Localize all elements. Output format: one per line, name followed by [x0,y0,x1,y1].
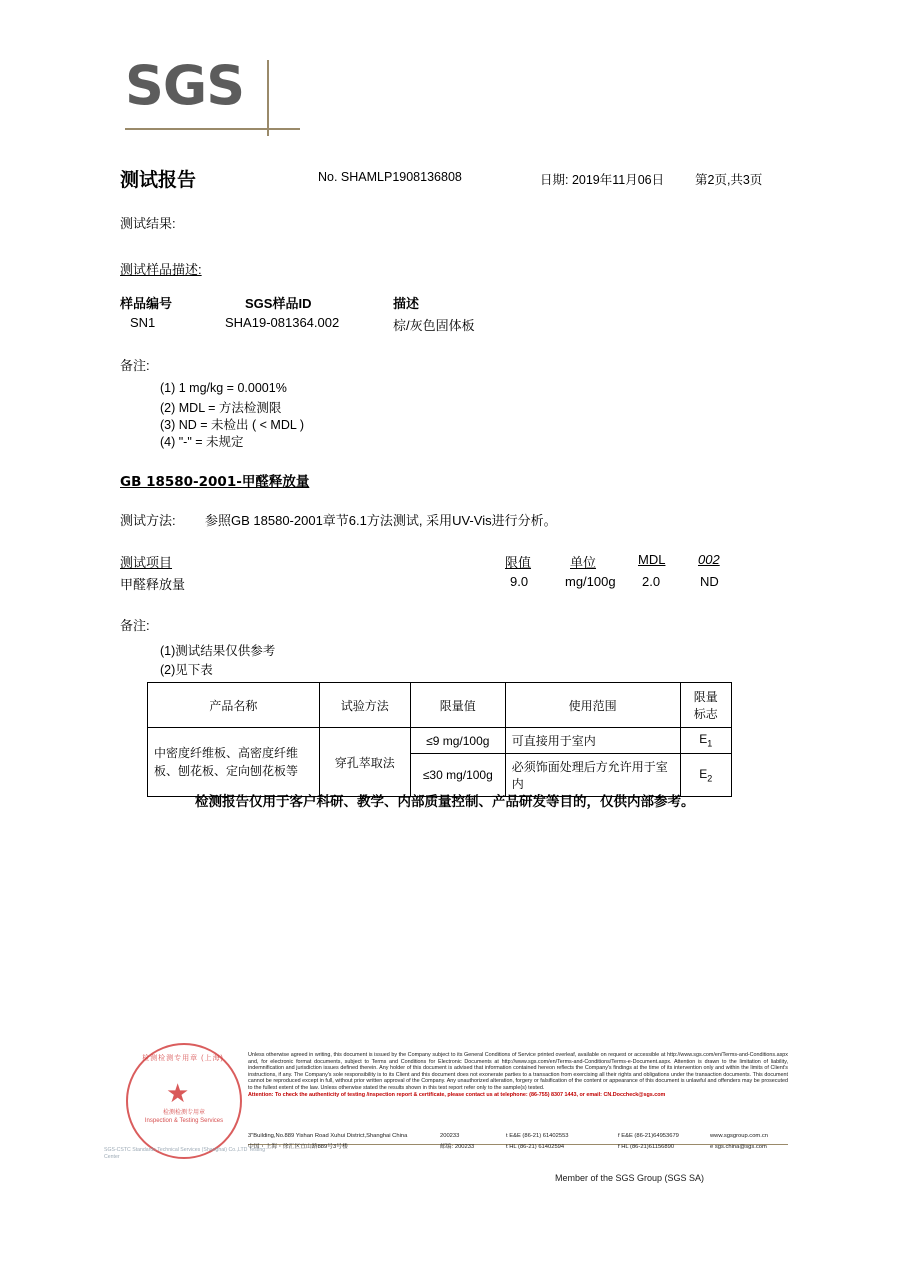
limit-row-scope: 可直接用于室内 [505,728,680,754]
page-number: 第2页,共3页 [695,173,763,187]
sample-col-no: 样品编号 [120,296,173,311]
limit-table [147,682,732,797]
fax-cn: f HL (86-21)61156890 [618,1144,675,1150]
method-label: 测试方法: [120,513,176,528]
report-number: No. SHAMLP1908136808 [318,170,462,184]
result-col-item: 测试项目 [120,555,173,570]
result-col-sample: 002 [698,552,720,567]
address-cn: 中国・上海・徐汇区宜山路889号3号楼 [248,1144,348,1150]
legal-text [248,1052,788,1098]
zip-label: 邮编: [440,1144,454,1150]
result-value: ND [700,574,719,589]
logo-horizontal-rule [125,128,300,130]
legal-body: Unless otherwise agreed in writing, this document is issued by the Company subject to its General Conditions of Service printed overleaf, available on request or accessible at http://www.sgs.com/en/Terms-and-Conditions.aspx and, for electronic format documents, subject to Terms and Conditions for Electronic Documents at http://www.sgs.com/en/Terms-and-Conditions/Terms-e-Document.aspx. Attention is drawn to the limitation of liability, indemnification and jurisdiction issues defined therein. Any holder of this document is advised that information contained hereon reflects the Company's findings at the time of its intervention only and within the limits of Client's instructions, if any. The Company's sole responsibility is to its Client and this document does not exonerate parties to a transaction from exercising all their rights and obligations under the transaction documents. This document cannot be reproduced except in full, without prior written approval of the Company. Any unauthorized alteration, forgery or falsification of the content or appearance of this document is unlawful and offenders may be prosecuted to the fullest extent of the law. Unless otherwise stated the results shown in this test report refer only to the sample(s) tested. [248,1052,788,1091]
page-title: 测试报告 [120,169,197,191]
remark-item: (2) MDL = 方法检测限 [160,401,282,415]
official-stamp [104,1035,266,1165]
sgs-logo [125,54,295,148]
limit-col-mark-line2: 标志 [693,707,718,721]
fax-en: f E&E (86-21)64953679 [618,1133,679,1139]
web-en: www.sgsgroup.com.cn [710,1133,768,1139]
zip-cn: 200233 [454,1144,475,1150]
remark-item: (2)见下表 [160,663,213,677]
limit-row-limit: ≤9 mg/100g [410,728,505,754]
section-heading: GB 18580-2001-甲醛释放量 [120,474,310,490]
sample-no: SN1 [130,315,156,330]
limit-row-method: 穿孔萃取法 [319,728,410,797]
limit-table-header-row [148,683,732,728]
closing-note: 检测报告仅用于客户科研、教学、内部质量控制、产品研发等目的，仅供内部参考。 [195,794,695,809]
member-line: Member of the SGS Group (SGS SA) [555,1173,705,1183]
remarks-label-1: 备注: [120,358,150,373]
sample-col-desc: 描述 [393,296,420,311]
result-item: 甲醛释放量 [120,577,186,592]
result-col-unit: 单位 [570,555,597,570]
limit-col-mark [680,683,731,728]
result-col-mdl: MDL [638,552,666,567]
remark-item: (1) 1 mg/kg = 0.0001% [160,381,287,395]
legal-attention: Attention: To check the authenticity of testing /inspection report & certificate, please contact us at telephone: (86-755) 8307 1443, or email: CN.Doccheck@sgs.com [248,1091,666,1098]
result-unit: mg/100g [565,574,616,589]
stamp-center-text [142,1109,226,1125]
mark-letter: E [699,732,708,747]
star-icon: ★ [166,1078,190,1108]
limit-row-name: 中密度纤维板、高密度纤维板、刨花板、定向刨花板等 [148,728,320,797]
limit-col-mark-line1: 限量 [693,690,718,704]
results-label: 测试结果: [120,216,176,231]
table-row [120,574,770,592]
limit-col-name: 产品名称 [148,683,320,728]
sample-description-label: 测试样品描述: [120,262,202,277]
stamp-center-line2: Inspection & Testing Services [144,1118,224,1124]
method-text: 参照GB 18580-2001章节6.1方法测试, 采用UV-Vis进行分析。 [205,513,557,528]
limit-col-scope: 使用范围 [505,683,680,728]
sgs-logo-text: SGS [125,54,245,117]
result-col-limit: 限值 [505,555,532,570]
remark-item: (1)测试结果仅供参考 [160,644,276,658]
email-cn: e sgs.china@sgs.com [710,1144,767,1150]
zip-label-cn [440,1143,474,1152]
limit-col-limit: 限量值 [410,683,505,728]
mark-subscript: 1 [707,738,713,749]
sample-desc: 棕/灰色固体板 [393,318,475,333]
result-limit: 9.0 [510,574,529,589]
result-mdl: 2.0 [642,574,661,589]
remarks-label-2: 备注: [120,618,150,633]
limit-row-mark [680,728,731,754]
report-sheet [100,40,800,1240]
sample-sgs-id: SHA19-081364.002 [225,315,340,330]
logo-vertical-rule [267,60,269,136]
zip-en: 200233 [440,1133,460,1139]
stamp-faint-text: SGS-CSTC Standards Technical Services (Shanghai) Co.,LTD Testing Center [104,1147,266,1160]
limit-row-scope: 必须饰面处理后方允许用于室内 [505,754,680,797]
limit-col-method: 试验方法 [319,683,410,728]
report-header [120,165,785,191]
address-line-en [248,1132,788,1143]
address-en: 3"Building,No.889 Yishan Road Xuhui District,Shanghai China [248,1133,408,1139]
address-line-cn [248,1143,788,1154]
stamp-center-line1: 检测检测专用章 [162,1110,205,1116]
remark-item: (3) ND = 未检出 ( < MDL ) [160,418,304,432]
sample-col-sgsid: SGS样品ID [245,296,312,311]
address-block [248,1132,788,1154]
result-table-header [120,552,770,570]
tel-cn: t HL (86-21) 61402594 [506,1144,565,1150]
limit-row-limit: ≤30 mg/100g [410,754,505,797]
remark-item: (4) "-" = 未规定 [160,435,244,449]
table-row [148,728,732,754]
mark-subscript: 2 [707,773,713,784]
report-date: 日期: 2019年11月06日 [540,173,665,187]
mark-letter: E [699,766,708,781]
tel-en: t E&E (86-21) 61402553 [506,1133,569,1139]
stamp-arc-text: 检测检测专用章 (上海) [142,1055,224,1062]
